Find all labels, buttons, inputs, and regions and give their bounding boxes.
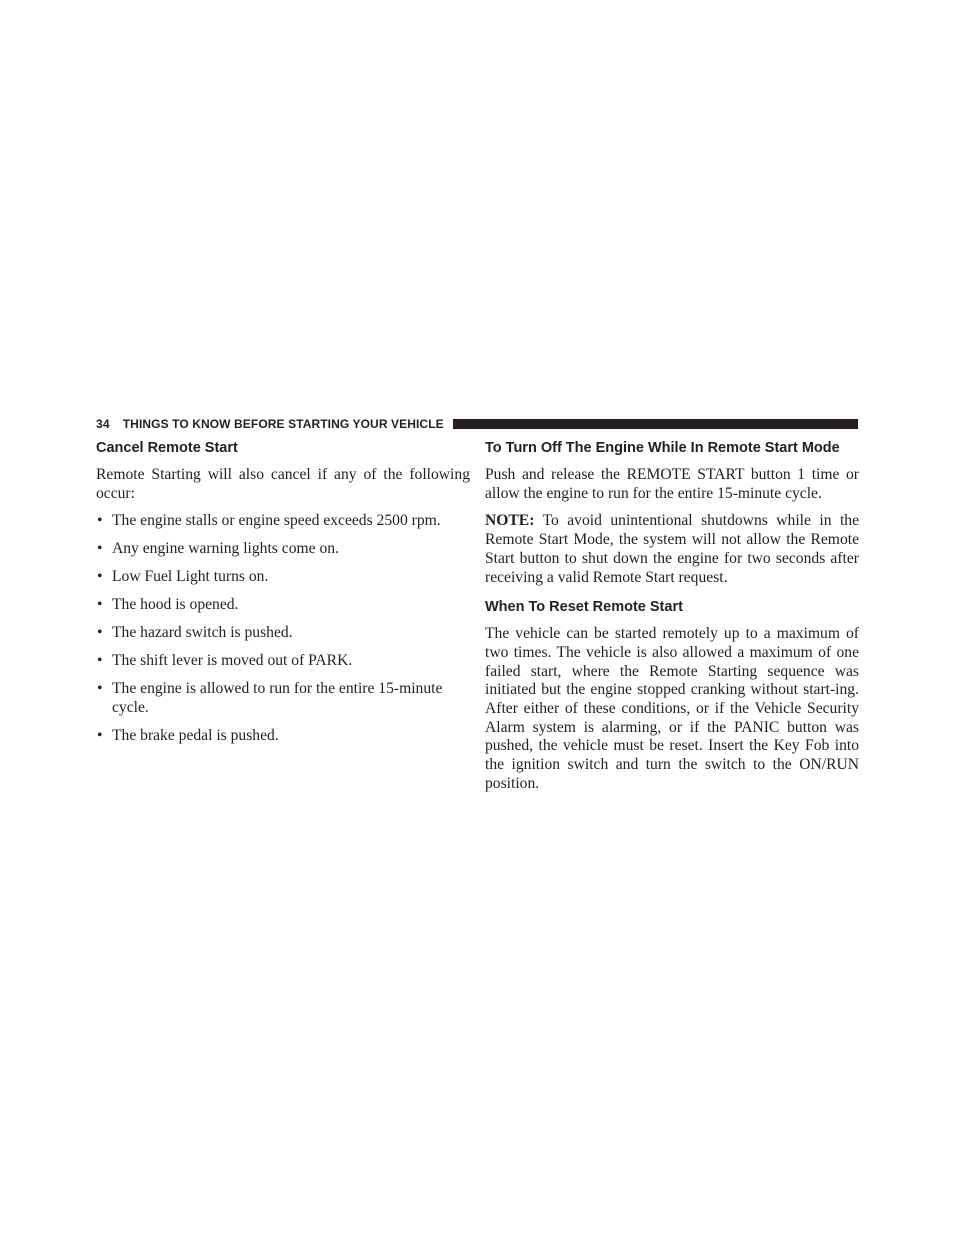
list-item-text: The hood is opened. [112, 596, 239, 614]
list-item-text: The engine is allowed to run for the entire 15-minute cycle. [112, 680, 443, 717]
left-column [96, 437, 470, 755]
note-text: To avoid unintentional shutdowns while in the Remote Start Mode, the system will not allow the Remote Start button to shut down the engine for two seconds after receiving a valid Remote Start request. [485, 512, 859, 586]
bullet-icon: • [97, 540, 103, 558]
list-item [96, 624, 470, 643]
bullet-icon: • [97, 727, 103, 745]
bullet-icon: • [97, 680, 103, 698]
reset-paragraph: The vehicle can be started remotely up to a maximum of two times. The vehicle is also allowed a maximum of one failed start, where the Remote Starting sequence was initiated but the engine stopped cranking without start-ing. After either of these conditions, or if the Vehicle Security Alarm system is alarming, or if the PANIC button was pushed, the vehicle must be reset. Insert the Key Fob into the ignition switch and turn the switch to the ON/RUN position. [485, 625, 859, 792]
note-label: NOTE: [485, 512, 535, 530]
right-column [485, 437, 859, 803]
bullet-icon: • [97, 596, 103, 614]
running-title: THINGS TO KNOW BEFORE STARTING YOUR VEHICLE [122, 417, 444, 431]
page-number: 34 [96, 417, 110, 431]
bullet-icon: • [97, 652, 103, 670]
list-item [96, 568, 470, 587]
list-item [96, 727, 470, 746]
list-item-text: The brake pedal is pushed. [112, 727, 279, 745]
list-item [96, 512, 470, 531]
list-item [96, 680, 470, 717]
bullet-icon: • [97, 512, 103, 530]
list-item [96, 652, 470, 671]
list-item-text: The shift lever is moved out of PARK. [112, 652, 353, 670]
turn-off-engine-heading: To Turn Off The Engine While In Remote Start Mode [485, 440, 840, 456]
cancel-remote-start-heading: Cancel Remote Start [96, 440, 238, 456]
note-paragraph [485, 512, 859, 587]
list-item [96, 540, 470, 559]
cancel-intro-paragraph: Remote Starting will also cancel if any of the following occur: [96, 466, 470, 502]
list-item [96, 596, 470, 615]
bullet-icon: • [97, 568, 103, 586]
list-item-text: Low Fuel Light turns on. [112, 568, 269, 586]
list-item-text: Any engine warning lights come on. [112, 540, 339, 558]
page-header [96, 417, 858, 431]
list-item-text: The hazard switch is pushed. [112, 624, 293, 642]
bullet-icon: • [97, 624, 103, 642]
header-rule-bar [453, 419, 858, 429]
cancel-conditions-list [96, 512, 470, 745]
turn-off-paragraph: Push and release the REMOTE START button 1 time or allow the engine to run for the entire 15-minute cycle. [485, 466, 859, 502]
list-item-text: The engine stalls or engine speed exceeds 2500 rpm. [112, 512, 441, 530]
reset-remote-start-heading: When To Reset Remote Start [485, 599, 683, 616]
